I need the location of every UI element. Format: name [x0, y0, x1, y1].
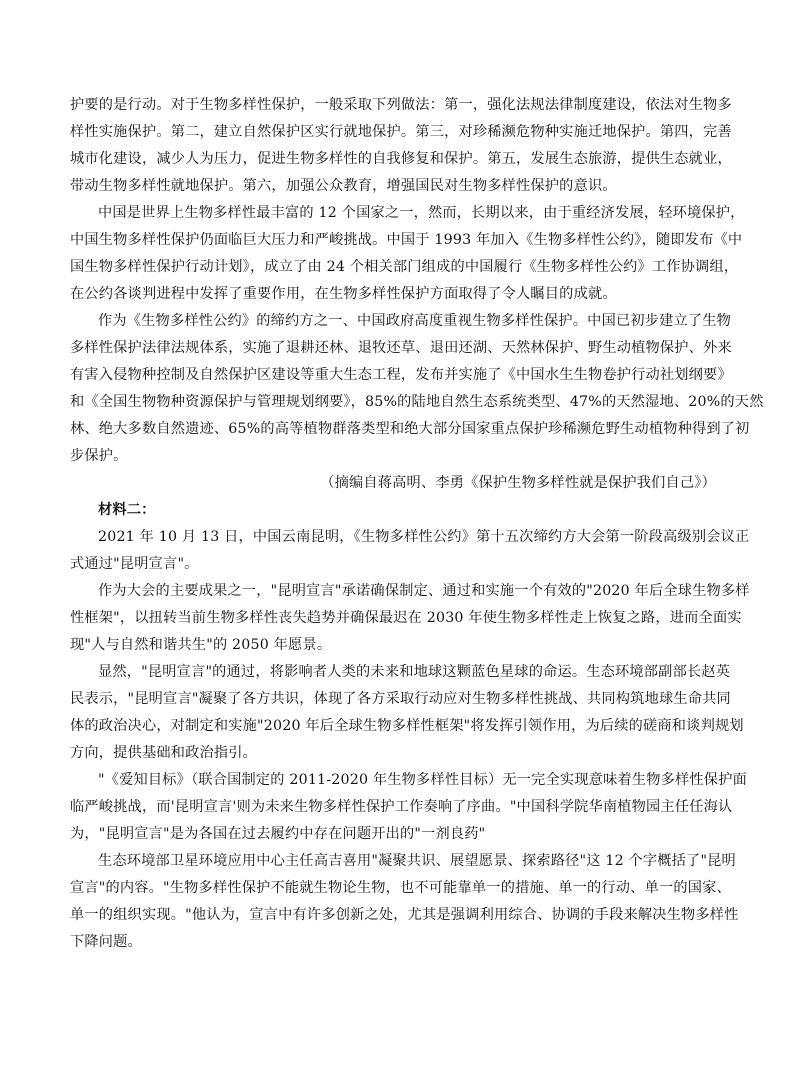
document-page [70, 92, 764, 956]
paragraph-first-line: 显然，"昆明宣言"的通过，将影响者人类的未来和地球这颗蓝色星球的命运。生态环境部副部长赵英 [98, 664, 731, 680]
text-line: 护要的是行动。对于生物多样性保护，一般采取下列做法：第一，强化法规法律制度建设，依法对生物多 [70, 97, 732, 113]
text-line: 城市化建设，减少人为压力，促进生物多样性的自我修复和保护。第五，发展生态旅游，提供生态就业， [70, 151, 732, 167]
text-line: 在公约各谈判进程中发挥了重要作用，在生物多样性保护方面取得了令人瞩目的成就。 [70, 286, 617, 302]
paragraph-first-line: 2021 年 10 月 13 日，中国云南昆明，《生物多样性公约》第十五次缔约方大会第一阶段高级别会议正 [98, 529, 750, 545]
text-line: 方向，提供基础和政治指引。 [70, 745, 258, 761]
text-line: 步保护。 [70, 448, 128, 464]
paragraph-first-line: 作为大会的主要成果之一，"昆明宣言"承诺确保制定、通过和实施一个有效的"2020 年后全球生物多样 [98, 583, 750, 599]
text-line: 中国生物多样性保护仍面临巨大压力和严峻挑战。中国于 1993 年加入《生物多样性公约》，随即发布《中 [70, 232, 743, 248]
text-line: 性框架"，以扭转当前生物多样性丧失趋势并确保最迟在 2030 年使生物多样性走上恢复之路，进而全面实 [70, 610, 742, 626]
text-line: 体的政治决心，对制定和实施"2020 年后全球生物多样性框架"将发挥引领作用，为后续的磋商和谈判规划 [70, 718, 744, 734]
section-heading: 材料二： [98, 502, 156, 518]
text-line: 林、绝大多数自然遗迹、65%的高等植物群落类型和绝大部分国家重点保护珍稀濒危野生动植物种得到了初 [70, 421, 750, 437]
text-line: 带动生物多样性就地保护。第六，加强公众教育，增强国民对生物多样性保护的意识。 [70, 178, 617, 194]
text-line: 国生物多样性保护行动计划》，成立了由 24 个相关部门组成的中国履行《生物多样性公约》工作协调组， [70, 259, 739, 275]
text-line: 和《全国生物物种资源保护与管理规划纲要》，85%的陆地自然生态系统类型、47%的天然湿地、20%的天然 [70, 394, 764, 410]
text-line: 式通过"昆明宣言"。 [70, 556, 199, 572]
text-line: 民表示，"昆明宣言"凝聚了各方共识，体现了各方采取行动应对生物多样性挑战、共同构筑地球生命共同 [70, 691, 731, 707]
paragraph-first-line: 中国是世界上生物多样性最丰富的 12 个国家之一，然而，长期以来，由于重经济发展，轻环境保护， [98, 205, 745, 221]
text-line: 单一的组织实现。"他认为，宣言中有许多创新之处，尤其是强调利用综合、协调的手段来解决生物多样性 [70, 907, 739, 923]
text-line: 为，"昆明宣言"是为各国在过去履约中存在问题开出的"一剂良药" [70, 826, 486, 842]
paragraph-first-line: 作为《生物多样性公约》的缔约方之一、中国政府高度重视生物多样性保护。中国已初步建立了生物 [98, 313, 732, 329]
paragraph-first-line: 生态环境部卫星环境应用中心主任高吉喜用"凝聚共识、展望愿景、探索路径"这 12 个字概括了"昆明 [98, 853, 736, 869]
paragraph-first-line: "《爱知目标》（联合国制定的 2011-2020 年生物多样性目标）无一完全实现意味着生物多样性保护面 [98, 772, 747, 788]
text-line: 宣言"的内容。"生物多样性保护不能就生物论生物，也不可能靠单一的措施、单一的行动、单一的国家、 [70, 880, 731, 896]
text-line: 现"人与自然和谐共生"的 2050 年愿景。 [70, 637, 332, 653]
source-citation: （摘编自蒋高明、李勇《保护生物多样性就是保护我们自己》） [320, 475, 716, 491]
text-line: 有害入侵物种控制及自然保护区建设等重大生态工程，发布并实施了《中国水生生物卷护行动社划纲要》 [70, 367, 732, 383]
text-line: 样性实施保护。第二，建立自然保护区实行就地保护。第三，对珍稀濒危物种实施迁地保护。第四，完善 [70, 124, 732, 140]
text-line: 多样性保护法律法规体系，实施了退耕还林、退牧还草、退田还湖、天然林保护、野生动植物保护、外来 [70, 340, 732, 356]
text-line: 临严峻挑战，而'昆明宣言'则为未来生物多样性保护工作奏响了序曲。"中国科学院华南植物园主任任海认 [70, 799, 733, 815]
text-line: 下降问题。 [70, 934, 142, 950]
